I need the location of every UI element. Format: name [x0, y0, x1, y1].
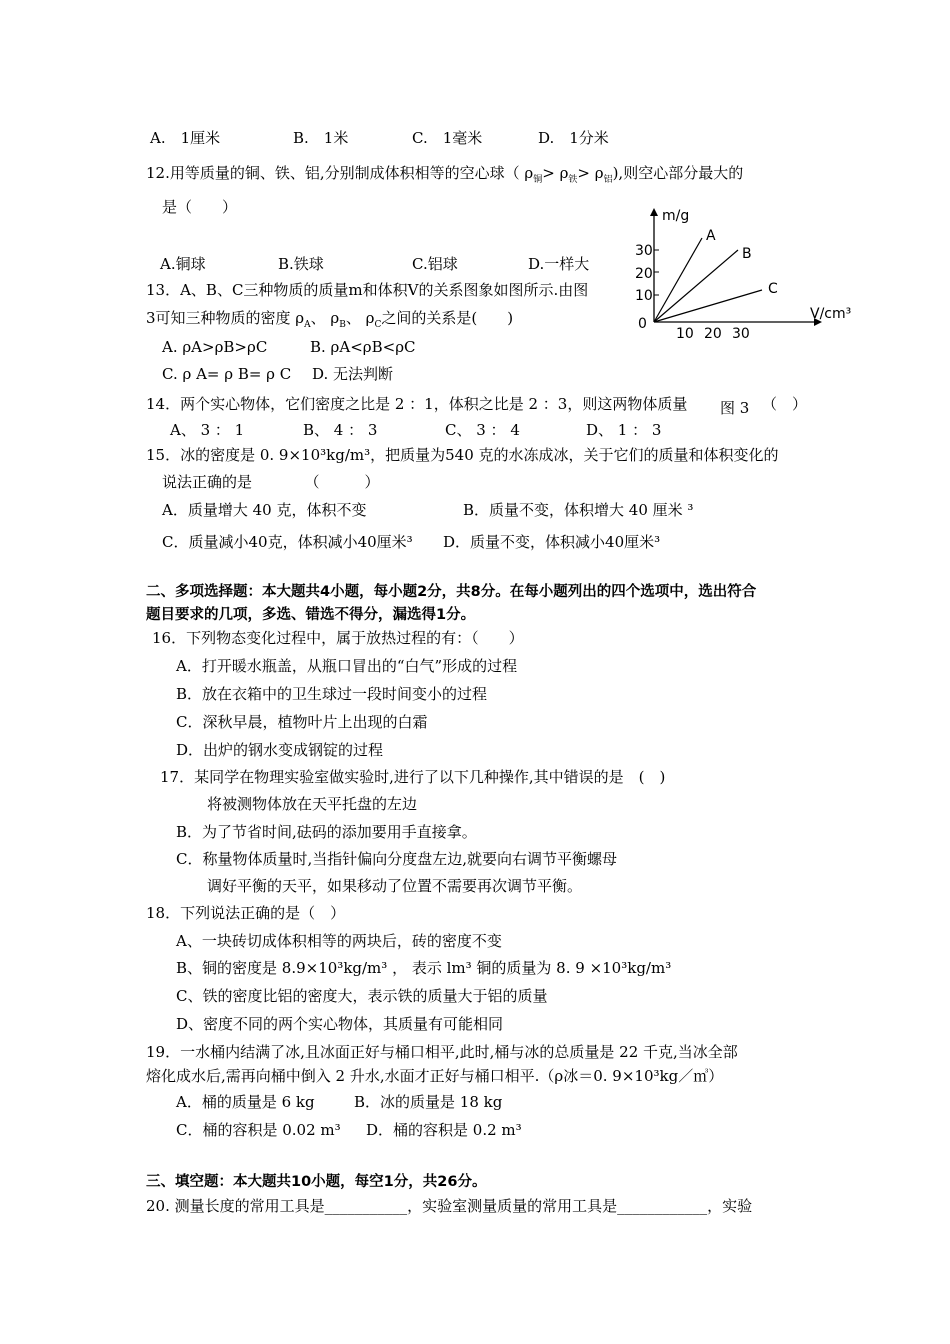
- y-axis-label: m/g: [662, 208, 690, 224]
- q15-option-c: C．质量减小40克，体积减小40厘米³: [162, 533, 413, 551]
- line-b-label: B: [742, 246, 752, 262]
- q14-option-d: D、 1 ： 3: [586, 421, 662, 439]
- q12-option-d: D.一样大: [528, 255, 590, 273]
- q19-stem-cont: 熔化成水后,需再向桶中倒入 2 升水,水面才正好与桶口相平.（ρ冰＝0. 9×10³kg／㎥）: [146, 1067, 724, 1085]
- q19-option-d: D．桶的容积是 0.2 m³: [366, 1121, 522, 1139]
- q13-option-b: B. ρA<ρB<ρC: [310, 338, 416, 356]
- q13-stem: 13．A、B、C三种物质的质量m和体积V的关系图象如图所示.由图: [146, 281, 589, 299]
- q11-option-a: A. 1厘米: [150, 129, 221, 147]
- q11-option-b: B. 1米: [293, 129, 349, 147]
- q16-option-a: A．打开暖水瓶盖，从瓶口冒出的“白气”形成的过程: [176, 657, 518, 675]
- q12-option-c: C.铝球: [412, 255, 458, 273]
- q17-option-d: 调好平衡的天平，如果移动了位置不需要再次调节平衡。: [207, 877, 583, 895]
- q14-option-a: A、 3 ： 1: [170, 421, 245, 439]
- line-c-label: C: [768, 281, 778, 297]
- q15-option-a: A．质量增大 40 克，体积不变: [162, 501, 367, 519]
- q16-stem: 16．下列物态变化过程中，属于放热过程的有：（ ）: [152, 629, 524, 647]
- q13-option-c: C. ρ A= ρ B= ρ C: [162, 365, 292, 383]
- q17-option-b: B．为了节省时间,砝码的添加要用手直接拿。: [176, 823, 477, 841]
- q18-option-c: C、铁的密度比铝的密度大，表示铁的质量大于铝的质量: [176, 987, 548, 1005]
- figure-caption: 图 3: [720, 399, 750, 417]
- origin-label: 0: [638, 316, 647, 332]
- q18-option-a: A、一块砖切成体积相等的两块后，砖的密度不变: [176, 932, 502, 950]
- section-3-heading: 三、填空题：本大题共10小题，每空1分，共26分。: [146, 1174, 487, 1190]
- q17-stem: 17．某同学在物理实验室做实验时,进行了以下几种操作,其中错误的是 ( ): [160, 768, 666, 786]
- mass-volume-graph: [630, 200, 860, 345]
- q15-option-d: D．质量不变，体积减小40厘米³: [443, 533, 661, 551]
- q14-option-c: C、 3 ： 4: [445, 421, 520, 439]
- q15-stem: 15．冰的密度是 0. 9×10³kg/m³，把质量为540 克的水冻成冰，关于它们的质量和体积变化的: [146, 446, 779, 464]
- q16-option-b: B．放在衣箱中的卫生球过一段时间变小的过程: [176, 685, 488, 703]
- line-b: [654, 250, 738, 322]
- y-tick-30: 30: [635, 243, 653, 259]
- q16-option-d: D．出炉的钢水变成钢锭的过程: [176, 741, 384, 759]
- line-a-label: A: [706, 228, 716, 244]
- q13-option-d: D. 无法判断: [312, 365, 394, 383]
- q19-option-a: A．桶的质量是 6 kg: [176, 1093, 315, 1111]
- q18-option-d: D、密度不同的两个实心物体，其质量有可能相同: [176, 1015, 504, 1033]
- section-2-heading: 二、多项选择题：本大题共4小题，每小题2分，共8分。在每小题列出的四个选项中，选出符合: [146, 584, 757, 600]
- q15-stem-cont: 说法正确的是 （ ）: [162, 473, 380, 491]
- q12-stem: 12.用等质量的铜、铁、铝,分别制成体积相等的空心球（ $\rho_铜> \rho_铁> \rho_铝$),则空心部分最大的: [146, 164, 744, 185]
- q17-option-a: 将被测物体放在天平托盘的左边: [207, 795, 418, 813]
- q18-stem: 18．下列说法正确的是（ ）: [146, 904, 346, 922]
- x-axis-label: V/cm³: [810, 306, 852, 322]
- q14-option-b: B、 4 ： 3: [303, 421, 378, 439]
- q11-option-c: C. 1毫米: [412, 129, 483, 147]
- q13-option-a: A. ρA>ρB>ρC: [162, 338, 268, 356]
- x-tick-30: 30: [732, 326, 750, 342]
- y-axis-arrow: [650, 208, 658, 216]
- q15-option-b: B．质量不变，体积增大 40 厘米 ³: [463, 501, 694, 519]
- x-tick-20: 20: [704, 326, 722, 342]
- q12-stem-cont: 是（ ）: [162, 198, 238, 216]
- q19-option-b: B．冰的质量是 18 kg: [354, 1093, 503, 1111]
- q18-option-b: B、铜的密度是 8.9×10³kg/m³ ， 表示 lm³ 铜的质量为 8. 9 ×10³kg/m³: [176, 959, 672, 977]
- q14-stem: 14．两个实心物体，它们密度之比是 2 ：1，体积之比是 2 ：3，则这两物体质量: [146, 395, 688, 413]
- q12-option-a: A.铜球: [160, 255, 206, 273]
- q19-stem: 19．一水桶内结满了冰,且冰面正好与桶口相平,此时,桶与冰的总质量是 22 千克,当冰全部: [146, 1043, 738, 1061]
- x-tick-10: 10: [676, 326, 694, 342]
- q17-option-c: C．称量物体质量时,当指针偏向分度盘左边,就要向右调节平衡螺母: [176, 850, 618, 868]
- q11-option-d: D. 1分米: [538, 129, 609, 147]
- q16-option-c: C．深秋早晨，植物叶片上出现的白霜: [176, 713, 428, 731]
- q12-option-b: B.铁球: [278, 255, 324, 273]
- q13-stem-cont: 3可知三种物质的密度 $\rho_A$、 $\rho_B$、 $\rho_C$之间的关系是( ): [146, 309, 514, 330]
- section-2-heading-cont: 题目要求的几项，多选、错选不得分，漏选得1分。: [146, 607, 476, 623]
- y-tick-20: 20: [635, 266, 653, 282]
- q19-option-c: C．桶的容积是 0.02 m³: [176, 1121, 341, 1139]
- q14-blank: （ ）: [762, 395, 808, 413]
- y-tick-10: 10: [635, 288, 653, 304]
- q20-stem: 20. 测量长度的常用工具是___________，实验室测量质量的常用工具是____________，实验: [146, 1197, 753, 1215]
